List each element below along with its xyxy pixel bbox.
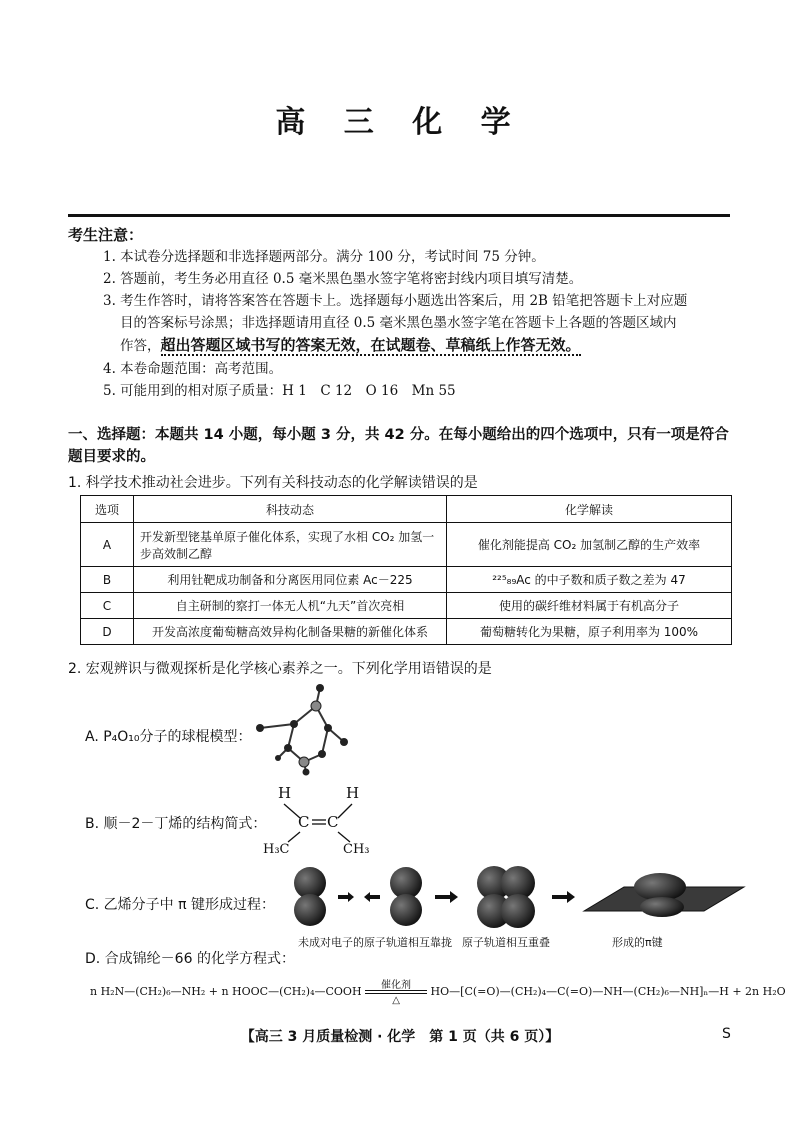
page-title: 高 三 化 学	[275, 105, 525, 140]
row-interp: 葡萄糖转化为果糖，原子利用率为 100%	[447, 619, 732, 645]
table-row	[81, 523, 732, 567]
pi-bond-formation-diagram	[282, 865, 752, 935]
row-news: 利用钍靶成功制备和分离医用同位素 Ac－225	[134, 567, 447, 593]
notice-item-3-cont: 目的答案标号涂黑；非选择题请用直径 0.5 毫米黑色墨水签字笔在答题卡上各题的答题区域内	[120, 315, 677, 331]
pi-bond-shape	[584, 873, 744, 917]
row-interp: 使用的碳纤维材料属于有机高分子	[447, 593, 732, 619]
col-header-option: 选项	[81, 496, 134, 523]
equation-products: HO—[C(=O)—(CH₂)₄—C(=O)—NH—(CH₂)₆—NH]ₙ—H + 2n H₂O	[430, 985, 786, 998]
q2-stem: 2. 宏观辨识与微观探析是化学核心素养之一。下列化学用语错误的是	[68, 661, 492, 677]
atom-h-left: H	[278, 784, 292, 802]
atom-c-right: C	[327, 813, 339, 831]
p-orbital-left	[294, 867, 326, 926]
row-option: A	[81, 523, 134, 567]
notice-item-1: 1. 本试卷分选择题和非选择题两部分。满分 100 分，考试时间 75 分钟。	[103, 249, 545, 265]
group-ch3: CH₃	[343, 842, 370, 857]
heat-label: △	[392, 995, 400, 1006]
row-interp: 催化剂能提高 CO₂ 加氢制乙醇的生产效率	[447, 523, 732, 567]
butene-bonds	[270, 798, 370, 848]
row-news: 自主研制的察打一体无人机“九天”首次亮相	[134, 593, 447, 619]
caption-pi-bond: 形成的π键	[612, 936, 663, 949]
row-interp: ²²⁵₈₉Ac 的中子数和质子数之差为 47	[447, 567, 732, 593]
q1-stem: 1. 科学技术推动社会进步。下列有关科技动态的化学解读错误的是	[68, 475, 478, 491]
notice-item-3-end	[120, 334, 581, 357]
q2-option-b: B. 顺－2－丁烯的结构简式：	[85, 816, 267, 832]
notice-item-4: 4. 本卷命题范围：高考范围。	[103, 361, 283, 377]
row-news: 开发高浓度葡萄糖高效异构化制备果糖的新催化体系	[134, 619, 447, 645]
catalyst-label: 催化剂	[381, 980, 412, 991]
notice-item-5: 5. 可能用到的相对原子质量：H 1 C 12 O 16 Mn 55	[103, 383, 456, 399]
row-option: C	[81, 593, 134, 619]
header-rule	[68, 214, 730, 217]
approach-arrows-icon	[338, 892, 380, 902]
row-option: B	[81, 567, 134, 593]
row-news: 开发新型铑基单原子催化体系，实现了水相 CO₂ 加氢一步高效制乙醇	[134, 523, 447, 567]
overlapping-orbitals	[477, 866, 535, 928]
q2-option-a: A. P₄O₁₀分子的球棍模型：	[85, 729, 252, 745]
notice-item-3: 3. 考生作答时，请将答案答在答题卡上。选择题每小题选出答案后，用 2B 铅笔把答题卡上对应题	[103, 293, 688, 309]
row-option: D	[81, 619, 134, 645]
q2-option-d: D. 合成锦纶－66 的化学方程式：	[85, 951, 295, 967]
col-header-news: 科技动态	[134, 496, 447, 523]
q1-table	[80, 495, 732, 645]
nylon66-equation	[90, 980, 786, 1006]
caption-overlap: 原子轨道相互重叠	[462, 936, 550, 949]
notice-heading: 考生注意：	[68, 226, 144, 244]
caption-approach: 未成对电子的原子轨道相互靠拢	[298, 936, 452, 949]
q2-option-c: C. 乙烯分子中 π 键形成过程：	[85, 897, 276, 913]
table-row	[81, 619, 732, 645]
page-footer: 【高三 3 月质量检测 · 化学 第 1 页（共 6 页）】	[240, 1029, 560, 1045]
page-mark: S	[722, 1026, 731, 1042]
notice-item-3-tail: 作答，	[120, 338, 161, 354]
notice-emphasis: 超出答题区域书写的答案无效，在试题卷、草稿纸上作答无效。	[160, 336, 581, 354]
atom-h-right: H	[346, 784, 360, 802]
col-header-interp: 化学解读	[447, 496, 732, 523]
arrow-right-icon	[552, 891, 575, 903]
p4o10-ball-stick-model	[248, 676, 348, 776]
section-heading: 一、选择题：本题共 14 小题，每小题 3 分，共 42 分。在每小题给出的四个选项中，只有一项是符合题目要求的。	[68, 427, 729, 465]
notice-item-2: 2. 答题前，考生务必用直径 0.5 毫米黑色墨水签字笔将密封线内项目填写清楚。	[103, 271, 583, 287]
reaction-arrow	[365, 980, 427, 1006]
group-h3c: H₃C	[263, 842, 290, 857]
p-orbital-right	[390, 867, 422, 926]
arrow-right-icon	[435, 891, 458, 903]
table-row	[81, 567, 732, 593]
atom-c-left: C	[298, 813, 310, 831]
table-row	[81, 593, 732, 619]
equation-reactants: n H₂N—(CH₂)₆—NH₂ + n HOOC—(CH₂)₄—COOH	[90, 985, 362, 998]
